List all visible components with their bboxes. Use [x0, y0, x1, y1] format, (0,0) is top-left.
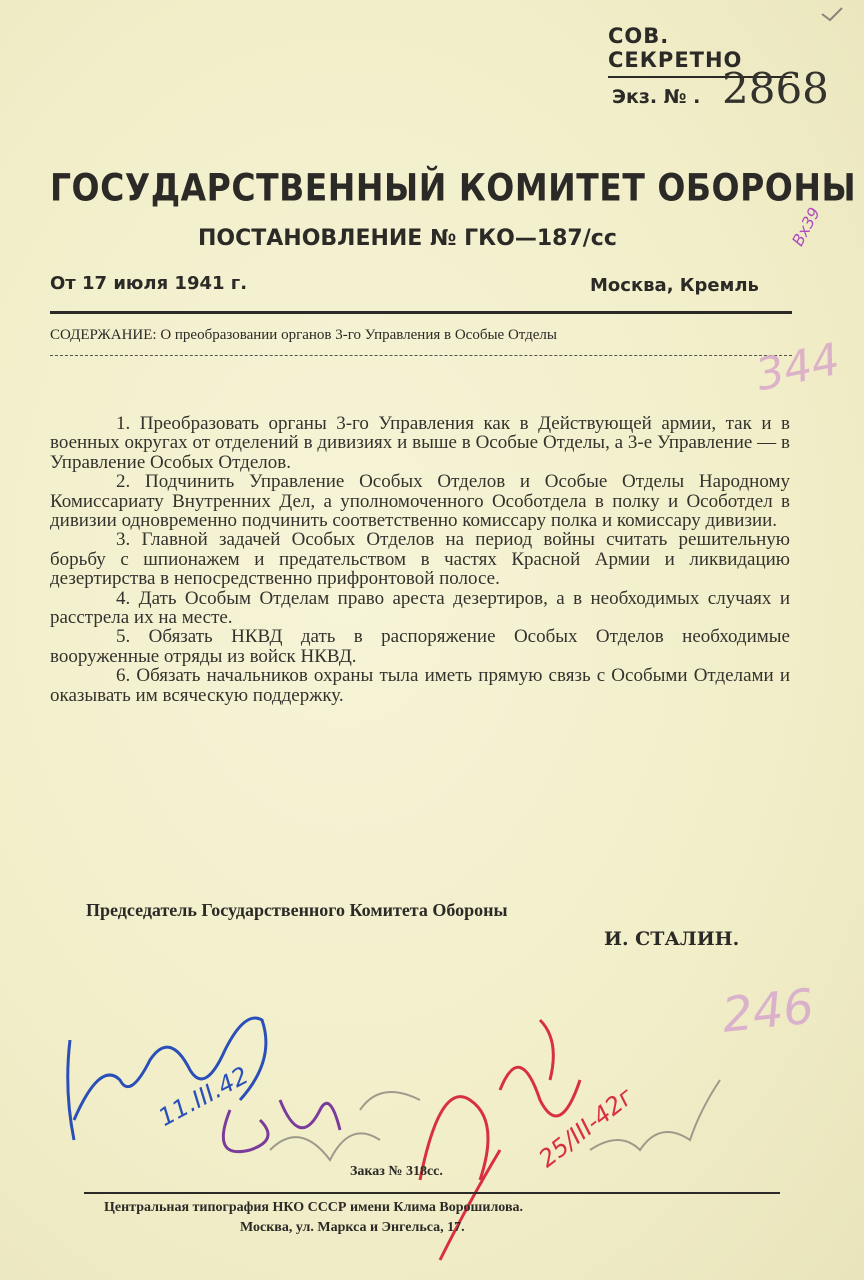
- classification-stamp: СОВ. СЕКРЕТНО: [608, 24, 792, 78]
- paragraph: 3. Главной задачей Особых Отделов на период войны считать решительную борьбу с шпионажем и предательством в частях Красной Армии и ликвидацию дезертирства в непосредственно прифронтовой полосе.: [50, 529, 790, 590]
- copy-number: 2868: [722, 64, 829, 113]
- chairman-title: Председатель Государственного Комитета Обороны: [86, 900, 508, 920]
- violet-signature: [223, 1100, 340, 1152]
- red-date-note: 25/III-42г: [533, 1082, 639, 1173]
- decree-place: Москва, Кремль: [590, 275, 759, 296]
- decree-number: ПОСТАНОВЛЕНИЕ № ГКО—187/сс: [198, 226, 617, 251]
- grey-pencil-scribble: [270, 1092, 420, 1160]
- signer-name: И. СТАЛИН.: [604, 928, 740, 950]
- footer-rule: [84, 1192, 780, 1194]
- print-order: Заказ № 318сс.: [350, 1164, 443, 1179]
- decree-date: От 17 июля 1941 г.: [50, 273, 248, 294]
- blue-date-note: 11.III.42: [153, 1061, 254, 1132]
- paragraph: 2. Подчинить Управление Особых Отделов и Особые Отделы Народному Комиссариату Внутренних Дел, а уполномоченного Особотдела в полку и Особотдел в дивизии одновременно подчинить соответственно комиссару полка и комиссару дивизии.: [50, 471, 790, 532]
- content-summary: СОДЕРЖАНИЕ: О преобразовании органов 3-го Управления в Особые Отделы: [50, 327, 557, 343]
- printer-line-2: Москва, ул. Маркса и Энгельса, 17.: [240, 1220, 465, 1235]
- paragraph: 6. Обязать начальников охраны тыла иметь прямую связь с Особыми Отделами и оказывать им всяческую поддержку.: [50, 665, 790, 706]
- corner-note: Вх39: [787, 204, 824, 250]
- printer-line-1: Центральная типография НКО СССР имени Клима Ворошилова.: [104, 1200, 524, 1215]
- corner-tick-mark: [822, 8, 842, 20]
- organization-title: ГОСУДАРСТВЕННЫЙ КОМИТЕТ ОБОРОНЫ: [50, 166, 857, 210]
- margin-note: 344: [751, 333, 845, 402]
- paragraph: 4. Дать Особым Отделам право ареста дезертиров, а в необходимых случаях и расстрела их на месте.: [50, 587, 790, 629]
- paragraph: 5. Обязать НКВД дать в распоряжение Особых Отделов необходимые вооруженные отряды из войск НКВД.: [50, 626, 790, 667]
- number-note: 246: [719, 978, 817, 1044]
- copy-label: Экз. № .: [612, 86, 701, 108]
- paragraph: 1. Преобразовать органы 3-го Управления как в Действующей армии, так и в военных округах от отделений в дивизиях и выше в Особые Отделы, а 3-е Управление — в Управление Особых Отделов.: [50, 413, 790, 473]
